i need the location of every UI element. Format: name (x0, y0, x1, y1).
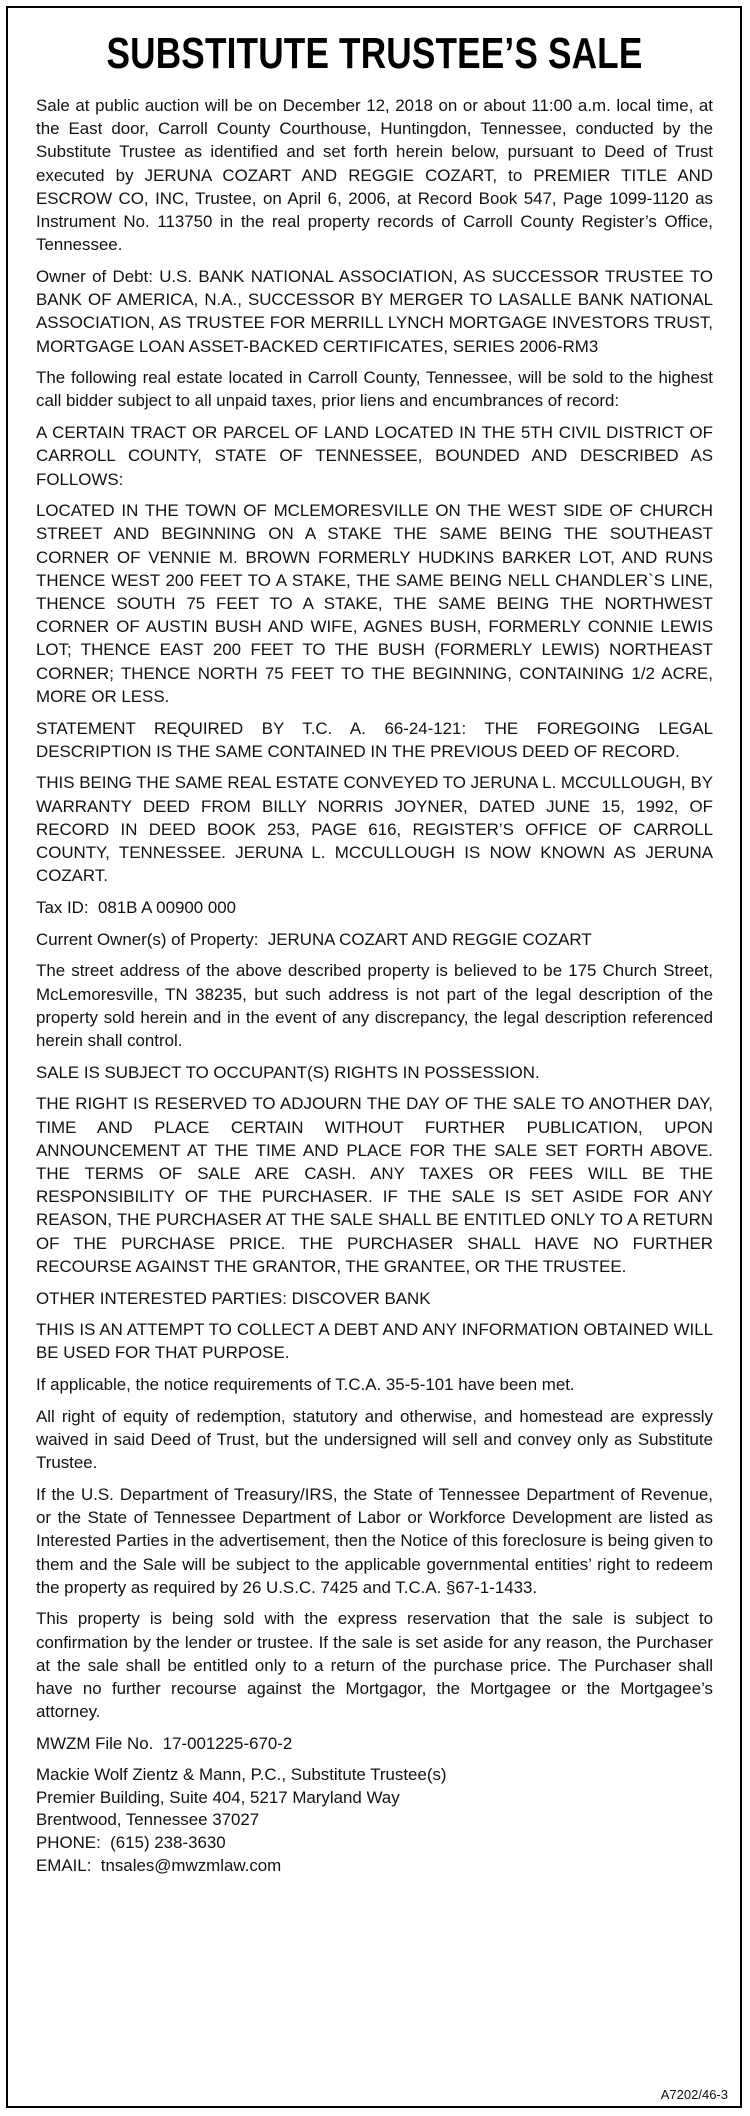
government-parties-paragraph: If the U.S. Department of Treasury/IRS, the State of Tennessee Department of Revenue, or the State of Tennessee Department of Labor or Workforce Development are listed as Interested Parties in the advertisement, then the Notice of this foreclosure is being given to them and the Sale will be subject to the applicable governmental entities’ right to redeem the property as required by 26 U.S.C. 7425 and T.C.A. §67-1-1433. (36, 1484, 713, 1597)
statement-required-paragraph: STATEMENT REQUIRED BY T.C. A. 66-24-121: THE FOREGOING LEGAL DESCRIPTION IS THE SAME CONTAINED IN THE PREVIOUS DEED OF RECORD. (36, 718, 713, 761)
right-reserved-paragraph: THE RIGHT IS RESERVED TO ADJOURN THE DAY OF THE SALE TO ANOTHER DAY, TIME AND PLACE CERTAIN WITHOUT FURTHER PUBLICATION, UPON ANNOUNCEMENT AT THE TIME AND PLACE FOR THE SALE SET FORTH ABOVE. THE TERMS OF SALE ARE CASH. ANY TAXES OR FEES WILL BE THE RESPONSIBILITY OF THE PURCHASER. IF THE SALE IS SET ASIDE FOR ANY REASON, THE PURCHASER AT THE SALE SHALL BE ENTITLED ONLY TO A RETURN OF THE PURCHASE PRICE. THE PURCHASER SHALL HAVE NO FURTHER RECOURSE AGAINST THE GRANTOR, THE GRANTEE, OR THE TRUSTEE. (36, 1094, 713, 1276)
conveyance-paragraph: THIS BEING THE SAME REAL ESTATE CONVEYED TO JERUNA L. MCCULLOUGH, BY WARRANTY DEED FROM BILLY NORRIS JOYNER, DATED JUNE 15, 1992, OF RECORD IN DEED BOOK 253, PAGE 616, REGISTER’S OFFICE OF CARROLL COUNTY, TENNESSEE. JERUNA L. MCCULLOUGH IS NOW KNOWN AS JERUNA COZART. (36, 773, 713, 886)
notice-body (36, 28, 713, 1878)
notice-title: SUBSTITUTE TRUSTEE’S SALE (106, 29, 643, 78)
debt-collection-paragraph: THIS IS AN ATTEMPT TO COLLECT A DEBT AND ANY INFORMATION OBTAINED WILL BE USED FOR THAT PURPOSE. (36, 1320, 713, 1363)
real-estate-intro-paragraph: The following real estate located in Carroll County, Tennessee, will be sold to the highest call bidder subject to all unpaid taxes, prior liens and encumbrances of record: (36, 368, 713, 411)
reference-code: A7202/46-3 (660, 2087, 728, 2102)
contact-email: EMAIL: tnsales@mwzmlaw.com (36, 1855, 282, 1875)
current-owner-line: Current Owner(s) of Property: JERUNA COZART AND REGGIE COZART (36, 929, 592, 949)
tract-paragraph: A CERTAIN TRACT OR PARCEL OF LAND LOCATED IN THE 5TH CIVIL DISTRICT OF CARROLL COUNTY, STATE OF TENNESSEE, BOUNDED AND DESCRIBED AS FOLLOWS: (36, 423, 713, 489)
legal-description-paragraph: LOCATED IN THE TOWN OF MCLEMORESVILLE ON THE WEST SIDE OF CHURCH STREET AND BEGINNING ON A STAKE THE SAME BEING THE SOUTHEAST CORNER OF VENNIE M. BROWN FORMERLY HUDKINS BARKER LOT, AND RUNS THENCE WEST 200 FEET TO A STAKE, THE SAME BEING NELL CHANDLER`S LINE, THENCE SOUTH 75 FEET TO A STAKE, THE SAME BEING THE NORTHWEST CORNER OF AUSTIN BUSH AND WIFE, AGNES BUSH, FORMERLY CONNIE LEWIS LOT; THENCE EAST 200 FEET TO THE BUSH (FORMERLY LEWIS) NORTHEAST CORNER; THENCE NORTH 75 FEET TO THE BEGINNING, CONTAINING 1/2 ACRE, MORE OR LESS. (36, 501, 713, 706)
notice-requirements-line: If applicable, the notice requirements of T.C.A. 35-5-101 have been met. (36, 1375, 575, 1395)
file-number-line: MWZM File No. 17-001225-670-2 (36, 1734, 293, 1753)
contact-building: Premier Building, Suite 404, 5217 Maryland Way (36, 1787, 400, 1807)
sale-details-paragraph: Sale at public auction will be on December 12, 2018 on or about 11:00 a.m. local time, at the East door, Carroll County Courthouse, Huntingdon, Tennessee, conducted by the Substitute Trustee as identified and set forth herein below, pursuant to Deed of Trust executed by JERUNA COZART AND REGGIE COZART, to PREMIER TITLE AND ESCROW CO, INC, Trustee, on April 6, 2006, at Record Book 547, Page 1099-1120 as Instrument No. 113750 in the real property records of Carroll County Register’s Office, Tennessee. (36, 96, 713, 255)
express-reservation-paragraph: This property is being sold with the express reservation that the sale is subject to confirmation by the lender or trustee. If the sale is set aside for any reason, the Purchaser at the sale shall be entitled only to a return of the purchase price. The Purchaser shall have no further recourse against the Mortgagor, the Mortgagee or the Mortgagee’s attorney. (36, 1609, 713, 1722)
trustee-contact-block (36, 1764, 713, 1878)
contact-city: Brentwood, Tennessee 37027 (36, 1810, 260, 1830)
owner-of-debt-paragraph: Owner of Debt: U.S. BANK NATIONAL ASSOCIATION, AS SUCCESSOR TRUSTEE TO BANK OF AMERICA, N.A., SUCCESSOR BY MERGER TO LASALLE BANK NATIONAL ASSOCIATION, AS TRUSTEE FOR MERRILL LYNCH MORTGAGE INVESTORS TRUST, MORTGAGE LOAN ASSET-BACKED CERTIFICATES, SERIES 2006-RM3 (36, 266, 713, 356)
occupant-rights-line: SALE IS SUBJECT TO OCCUPANT(S) RIGHTS IN POSSESSION. (36, 1062, 540, 1082)
tax-id-line: Tax ID: 081B A 00900 000 (36, 898, 237, 917)
equity-redemption-paragraph: All right of equity of redemption, statutory and otherwise, and homestead are expressly waived in said Deed of Trust, but the undersigned will sell and convey only as Substitute Trustee. (36, 1406, 713, 1473)
interested-parties-line: OTHER INTERESTED PARTIES: DISCOVER BANK (36, 1288, 431, 1308)
contact-phone: PHONE: (615) 238-3630 (36, 1833, 226, 1853)
street-address-paragraph: The street address of the above described property is believed to be 175 Church Street, McLemoresville, TN 38235, but such address is not part of the legal description of the property sold herein and in the event of any discrepancy, the legal description referenced herein shall control. (36, 961, 713, 1051)
contact-firm: Mackie Wolf Zientz & Mann, P.C., Substitute Trustee(s) (36, 1764, 447, 1784)
